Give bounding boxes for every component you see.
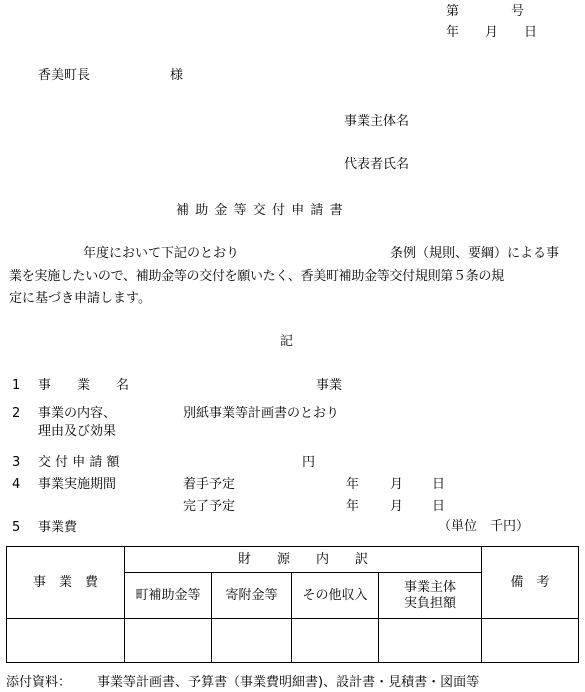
- unit-label: （単位 千円）: [438, 519, 530, 534]
- addressee-name: 香美町長: [38, 68, 91, 83]
- self-burden-header-line2: 実負担額: [404, 595, 457, 611]
- attachments-value: 事業等計画書、予算書（事業費明細書)、設計書・見積書・図面等: [97, 675, 480, 690]
- document-title: 補助金等交付申請書: [176, 203, 349, 218]
- other-income-header: その他収入: [292, 573, 379, 619]
- body-line1-part2: 条例（規則、要綱）による事: [390, 246, 560, 261]
- start-day: 日: [432, 477, 446, 492]
- end-day: 日: [432, 499, 446, 514]
- project-cost-header: 事 業 費: [7, 547, 125, 619]
- addressee-honorific: 様: [170, 68, 184, 83]
- item3-number: 3: [12, 455, 21, 470]
- end-year: 年: [346, 499, 360, 514]
- item1-label: 事 業 名: [38, 378, 130, 393]
- item3-label: 交 付 申 請 額: [38, 455, 120, 470]
- item4-number: 4: [12, 477, 21, 492]
- remarks-cell[interactable]: [482, 619, 579, 663]
- donation-header: 寄附金等: [212, 573, 292, 619]
- item4-label: 事業実施期間: [38, 477, 117, 492]
- end-date-label: 完了予定: [183, 499, 236, 514]
- body-line2: 業を実施したいので、補助金等の交付を願いたく、香美町補助金等交付規則第５条の規: [9, 269, 504, 284]
- funding-breakdown-table: [6, 546, 579, 663]
- representative-name-label: 代表者氏名: [344, 157, 410, 172]
- town-subsidy-cell[interactable]: [125, 619, 212, 663]
- body-line3: 定に基づき申請します。: [9, 291, 151, 306]
- item2-label-line1: 事業の内容、: [38, 406, 117, 421]
- start-month: 月: [390, 477, 404, 492]
- document-date: 年 月 日: [446, 25, 538, 40]
- donation-cell[interactable]: [212, 619, 292, 663]
- item1-number: 1: [12, 378, 21, 393]
- ki-heading: 記: [280, 334, 294, 349]
- project-cost-cell[interactable]: [7, 619, 125, 663]
- entity-name-label: 事業主体名: [344, 114, 410, 129]
- other-income-cell[interactable]: [292, 619, 379, 663]
- item2-number: 2: [12, 406, 21, 421]
- item2-value: 別紙事業等計画書のとおり: [183, 406, 340, 421]
- attachments-label: 添付資料：: [6, 675, 72, 690]
- start-date-label: 着手予定: [183, 477, 236, 492]
- item5-label: 事業費: [38, 520, 78, 535]
- item1-value: 事業: [316, 378, 343, 393]
- funding-breakdown-header: 財 源 内 訳: [125, 547, 482, 573]
- self-burden-header-line1: 事業主体: [404, 579, 457, 595]
- self-burden-header: [379, 573, 482, 619]
- item2-label-line2: 理由及び効果: [38, 424, 117, 439]
- document-number: 第 号: [446, 4, 525, 19]
- start-year: 年: [346, 477, 360, 492]
- item3-value: 円: [302, 455, 316, 470]
- item5-number: 5: [12, 520, 21, 535]
- self-burden-cell[interactable]: [379, 619, 482, 663]
- end-month: 月: [390, 499, 404, 514]
- body-line1-part1: 年度において下記のとおり: [83, 246, 240, 261]
- table-row: [7, 619, 579, 663]
- remarks-header: 備 考: [482, 547, 579, 619]
- town-subsidy-header: 町補助金等: [125, 573, 212, 619]
